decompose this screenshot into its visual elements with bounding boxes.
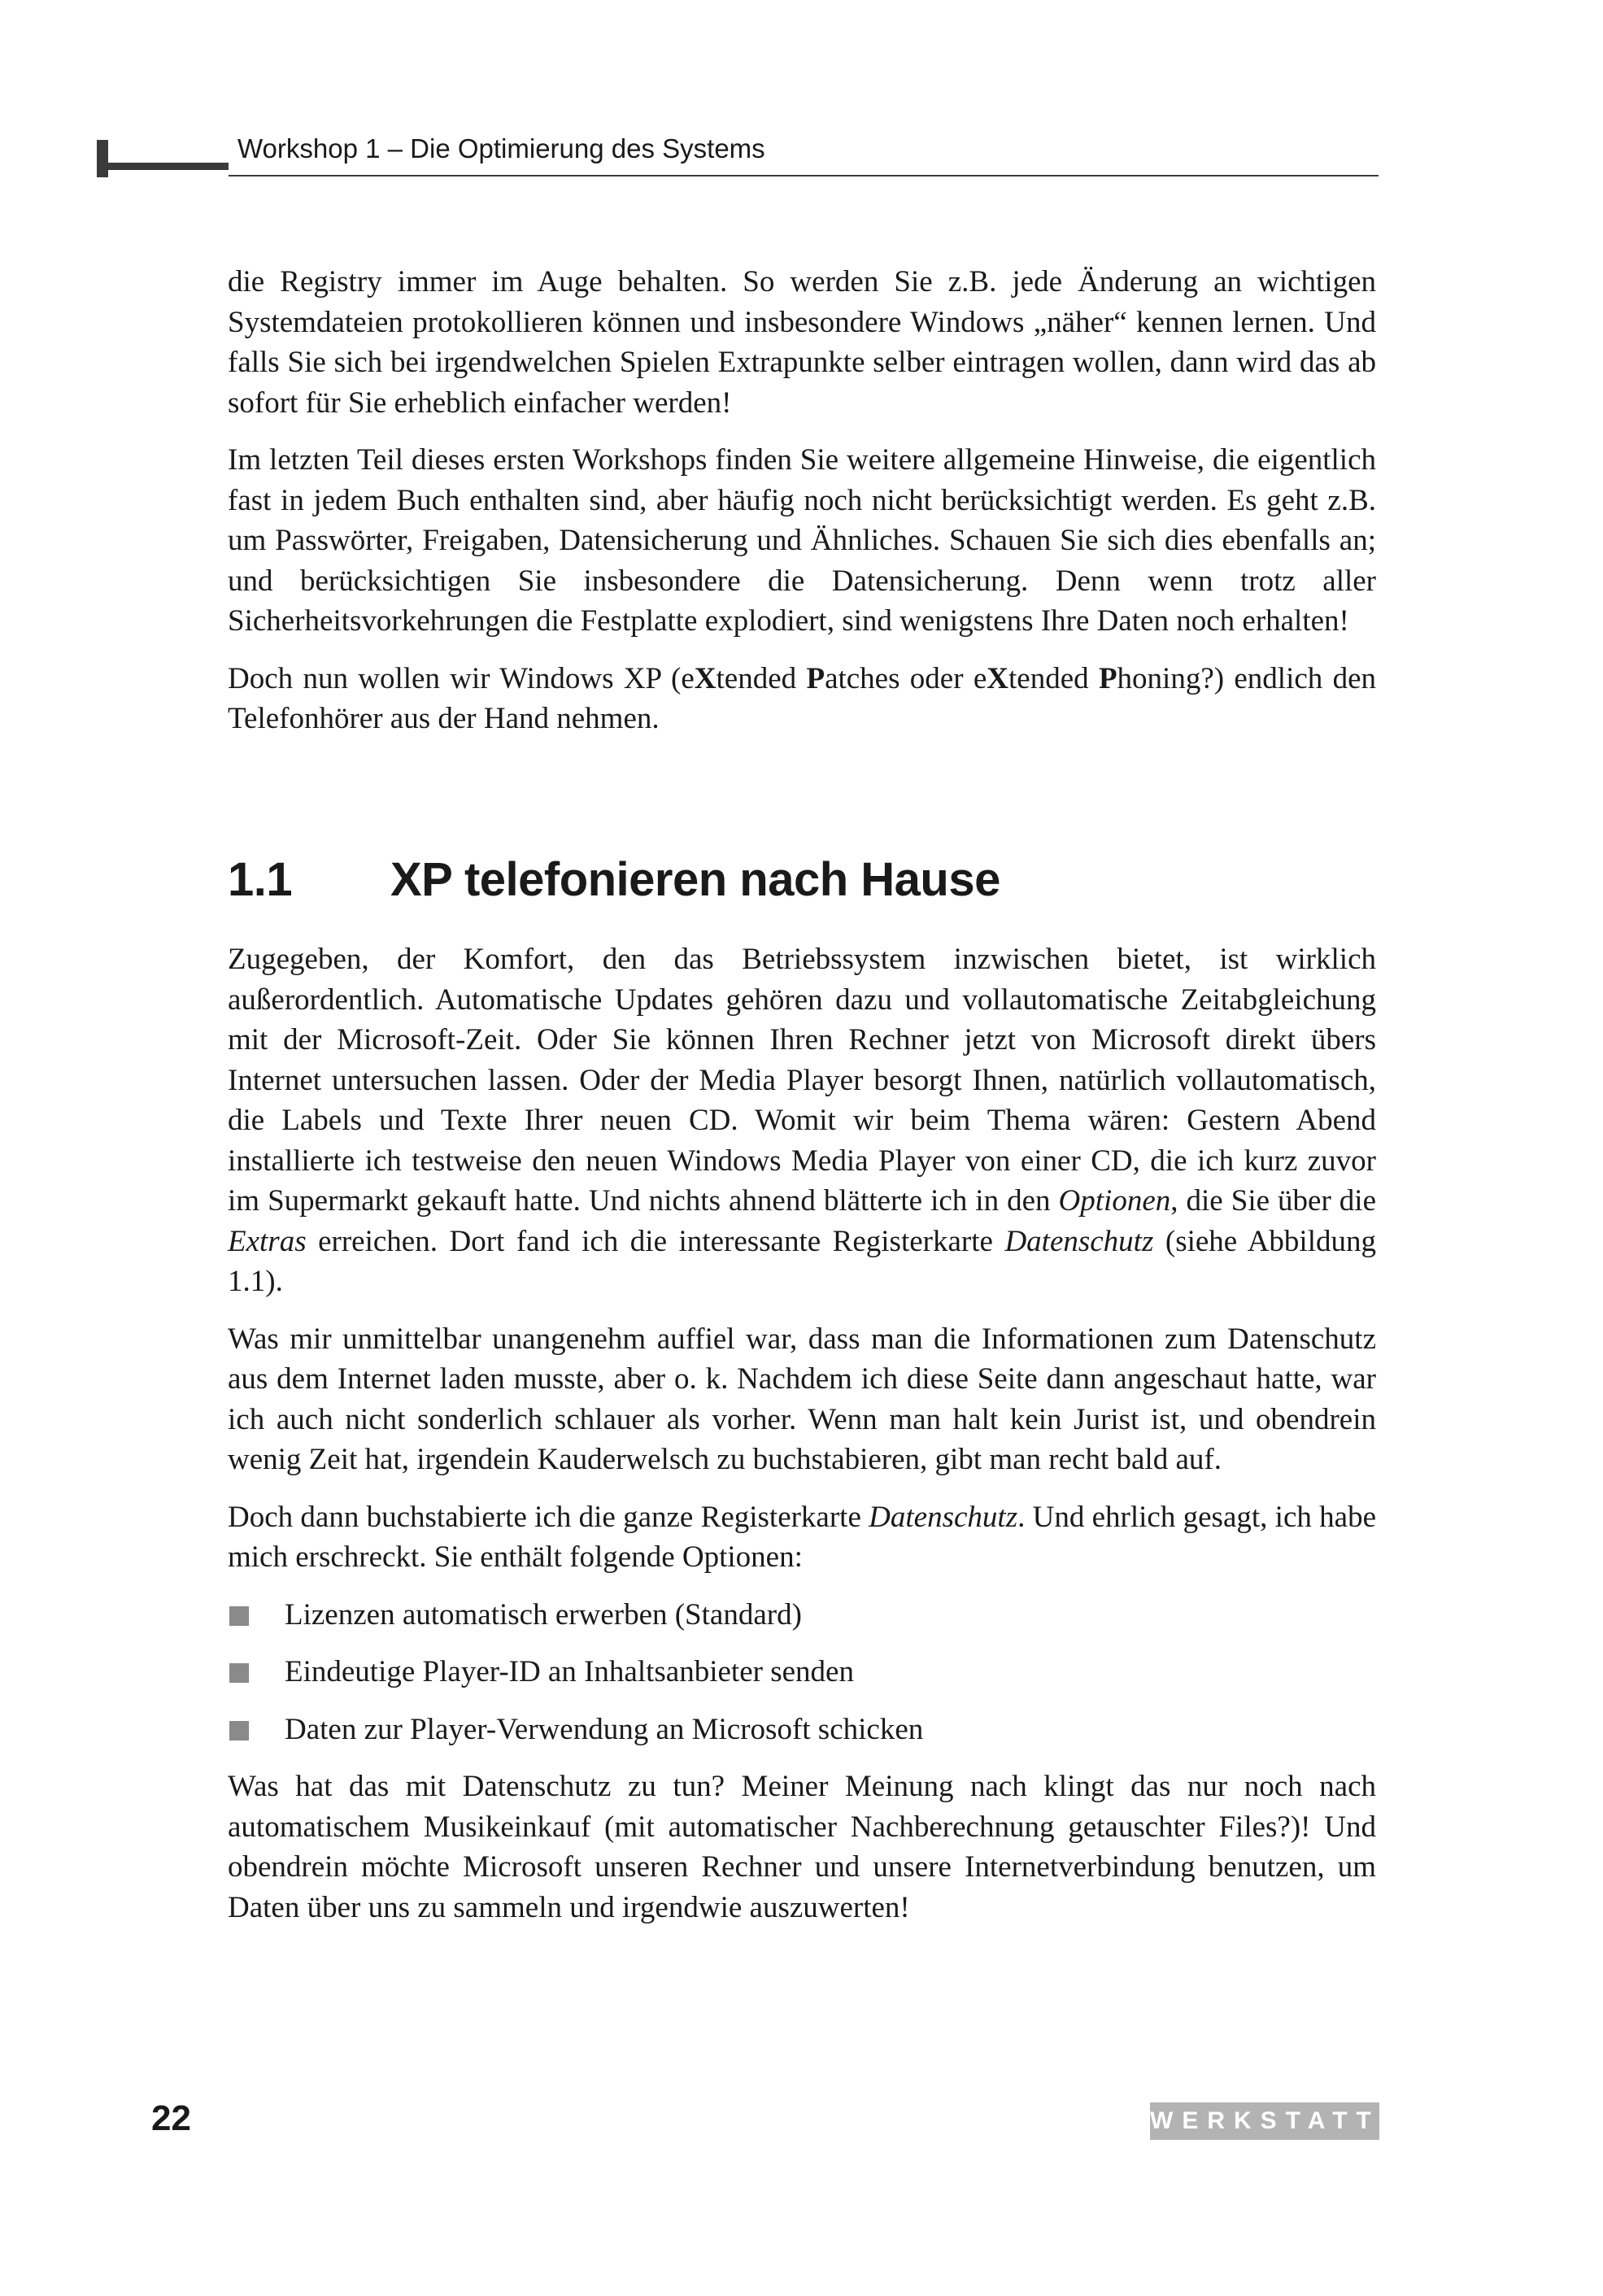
werkstatt-brand-badge: WERKSTATT: [1150, 2102, 1379, 2140]
section-number: 1.1: [228, 853, 293, 906]
intro-text: [228, 262, 1376, 756]
header-rule: [229, 175, 1379, 176]
paragraph: Doch nun wollen wir Windows XP (eXtended Patches oder eXtended Phoning?) endlich den Telefonhörer aus der Hand nehmen.: [228, 661, 1376, 735]
bullet-square-icon: [229, 1606, 249, 1626]
running-header-title: Workshop 1 – Die Optimierung des Systems: [237, 133, 765, 163]
list-item: Lizenzen automatisch erwerben (Standard): [228, 1595, 1376, 1636]
options-list: [228, 1595, 1376, 1750]
paragraph: die Registry immer im Auge behalten. So werden Sie z.B. jede Änderung an wichtigen Systemdateien protokollieren können und insbesondere Windows „näher“ kennen lernen. Und falls Sie sich bei irgendwelchen Spielen Extrapunkte selber eintragen wollen, dann wird das ab sofort für Sie erheblich einfacher werden!: [228, 265, 1376, 420]
paragraph: Zugegeben, der Komfort, den das Betriebssystem inzwischen bietet, ist wirklich außerordentlich. Automatische Updates gehören dazu und vollautomatische Zeitabgleichung mit der Microsoft-Zeit. Oder Sie können Ihren Rechner jetzt von Microsoft direkt übers Internet untersuchen lassen. Oder der Media Player besorgt Ihnen, natürlich vollautomatisch, die Labels und Texte Ihrer neuen CD. Womit wir beim Thema wären: Gestern Abend installierte ich testweise den neuen Windows Media Player von einer CD, die ich kurz zuvor im Supermarkt gekauft hatte. Und nichts ahnend blätterte ich in den Optionen, die Sie über die Extras erreichen. Dort fand ich die interessante Registerkarte Datenschutz (siehe Abbildung 1.1).: [228, 943, 1376, 1298]
paragraph: Was mir unmittelbar unangenehm auffiel war, dass man die Informationen zum Datenschutz aus dem Internet laden musste, aber o. k. Nachdem ich diese Seite dann angeschaut hatte, war ich auch nicht sonderlich schlauer als vorher. Wenn man halt kein Jurist ist, und obendrein wenig Zeit hat, irgendein Kauderwelsch zu buchstabieren, gibt man recht bald auf.: [228, 1322, 1376, 1476]
list-item: Daten zur Player-Verwendung an Microsoft schicken: [228, 1710, 1376, 1750]
bullet-square-icon: [229, 1663, 249, 1683]
paragraph: Doch dann buchstabierte ich die ganze Registerkarte Datenschutz. Und ehrlich gesagt, ich habe mich erschreckt. Sie enthält folgende Optionen:: [228, 1500, 1376, 1574]
paragraph: Im letzten Teil dieses ersten Workshops finden Sie weitere allgemeine Hinweise, die eigentlich fast in jedem Buch enthalten sind, aber häufig noch nicht berücksichtigt werden. Es geht z.B. um Passwörter, Freigaben, Datensicherung und Ähnliches. Schauen Sie sich dies ebenfalls an; und berücksichtigen Sie insbesondere die Datensicherung. Denn wenn trotz aller Sicherheitsvorkehrungen die Festplatte explodiert, sind wenigstens Ihre Daten noch erhalten!: [228, 443, 1376, 638]
page-number: 22: [151, 2098, 191, 2138]
section-heading: [228, 852, 1000, 907]
section-title: XP telefonieren nach Hause: [390, 853, 1000, 906]
header-marker: [97, 138, 229, 177]
list-item: Eindeutige Player-ID an Inhaltsanbieter senden: [228, 1652, 1376, 1693]
section-text: [228, 939, 1376, 1945]
paragraph: Was hat das mit Datenschutz zu tun? Meiner Meinung nach klingt das nur noch nach automatischem Musikeinkauf (mit automatischer Nachberechnung getauschter Files?)! Und obendrein möchte Microsoft unseren Rechner und unsere Internetverbindung benutzen, um Daten über uns zu sammeln und irgendwie auszuwerten!: [228, 1770, 1376, 1924]
bullet-square-icon: [229, 1721, 249, 1741]
